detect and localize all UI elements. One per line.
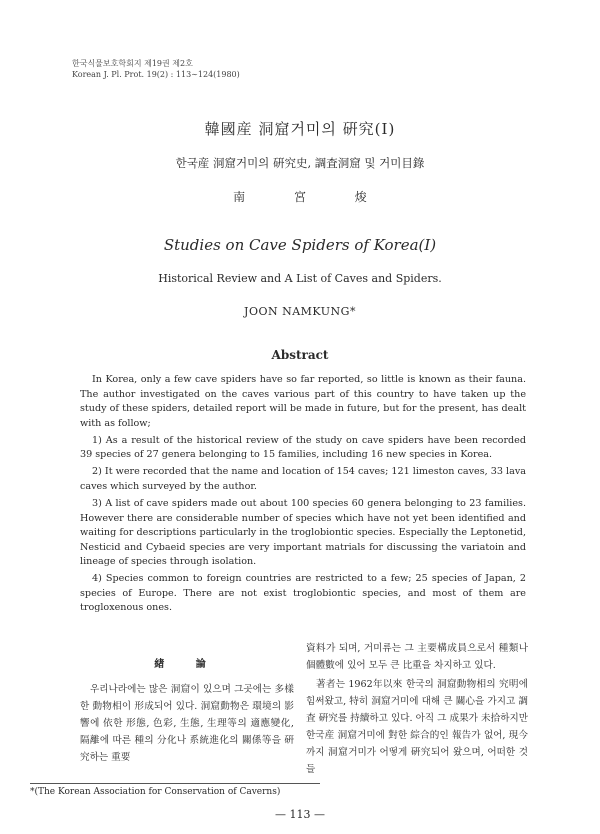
abstract-paragraph-2: 2) It were recorded that the name and location of 154 caves; 121 limeston caves, 33 lava caves which surveyed by the author. (80, 466, 526, 492)
abstract-paragraph-3: 3) A list of cave spiders made out about 100 species 60 genera belonging to 23 families. However there are considerable number of species which have not yet been identified and waiting for descriptions particularly in the troglobiontic species. Especially the Leptonetid, Nesticid and Cybaeid species are very important matrials for discussing the variatoin and lineage of species through isolation. (80, 497, 526, 568)
abstract-heading: Abstract (271, 348, 329, 362)
korean-title: 韓國産 洞窟거미의 硏究(Ⅰ) (204, 120, 396, 138)
body-paragraph: 資料가 되며, 거미류는 그 主要構成員으로서 種類나 個體數에 있어 모두 큰 比重을 차지하고 있다. (306, 643, 528, 671)
body-column-left (80, 644, 294, 766)
footnote-divider (30, 783, 320, 784)
abstract-paragraph-1: 1) As a result of the historical review of the study on cave spiders have been recorded 39 species of 27 genera belonging to 15 families, including 16 new species in Korea. (80, 434, 526, 461)
korean-subtitle: 한국産 洞窟거미의 硏究史, 調査洞窟 및 거미目錄 (175, 156, 425, 170)
page-number: — 113 — (275, 808, 325, 821)
section-heading-introduction: 緖 論 (154, 659, 220, 670)
journal-citation (72, 58, 240, 80)
english-subtitle: Historical Review and A List of Caves and Spiders. (158, 272, 442, 285)
korean-author: 南 宮 焌 (233, 190, 367, 204)
body-column-right (306, 640, 528, 780)
journal-citation-korean: 한국식물보호학회지 제19권 제2호 (72, 59, 193, 68)
english-title: Studies on Cave Spiders of Korea(Ⅰ) (163, 236, 437, 254)
abstract-body (80, 373, 526, 618)
body-paragraph: 著者는 1962年以來 한국의 洞窟動物相의 究明에 힘써왔고, 特히 洞窟거미에 대해 큰 關心을 가지고 調査 硏究를 持續하고 있다. 아직 그 成果가 未拾하지만 한국産 洞窟거미에 對한 綜合的인 報告가 없어, 現今까지 洞窟거미가 어떻게 硏究되어 왔으며, 어떠한 것들 (306, 679, 528, 775)
journal-citation-english: Korean J. Pl. Prot. 19(2) : 113∼124(1980) (72, 70, 240, 79)
abstract-paragraph-4: 4) Species common to foreign countries are restricted to a few; 25 species of Japan, 2 species of Europe. There are not exist troglobiontic species, and most of them are trogloxenous ones. (80, 573, 526, 614)
body-paragraph: 우리나라에는 많은 洞窟이 있으며 그곳에는 多樣한 動物相이 形成되어 있다. 洞窟動物은 環境의 影響에 依한 形態, 色彩, 生態, 生理等의 適應變化, 隔離에 따른 種의 分化나 系統進化의 關係等을 硏究하는 重要 (80, 684, 294, 763)
english-author: JOON NAMKUNG* (244, 305, 356, 318)
abstract-paragraph-intro: In Korea, only a few cave spiders have so far reported, so little is known as their fauna. The author investigated on the caves various part of this country to have taken up the study of these spiders, detailed report will be made in future, but for the present, has dealt with as follow; (80, 374, 526, 429)
footnote: *(The Korean Association for Conservation of Caverns) (30, 787, 281, 797)
